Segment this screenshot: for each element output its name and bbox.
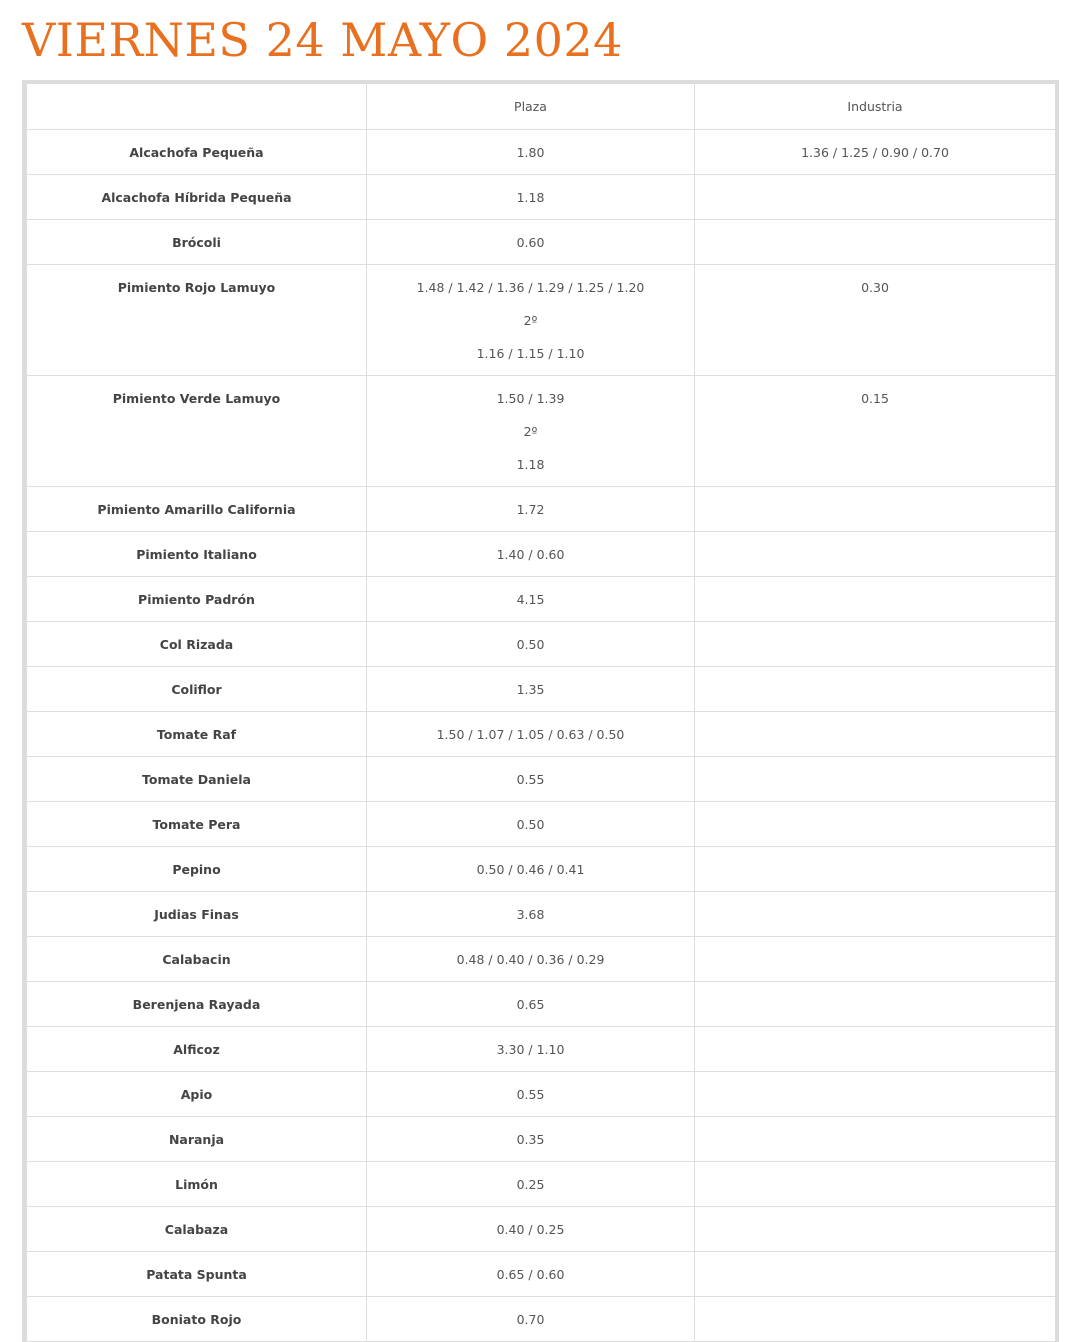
table-row bbox=[27, 1162, 1056, 1207]
plaza-price bbox=[367, 130, 695, 175]
header-product bbox=[27, 84, 367, 130]
plaza-price-line: 1.50 / 1.39 bbox=[496, 391, 565, 406]
industria-price bbox=[695, 892, 1056, 937]
table-row bbox=[27, 982, 1056, 1027]
plaza-price bbox=[367, 487, 695, 532]
plaza-price-line: 1.72 bbox=[516, 502, 545, 517]
plaza-price bbox=[367, 1252, 695, 1297]
product-name: Alficoz bbox=[27, 1027, 367, 1072]
table-row bbox=[27, 1207, 1056, 1252]
table-row bbox=[27, 847, 1056, 892]
plaza-price bbox=[367, 376, 695, 487]
industria-price bbox=[695, 532, 1056, 577]
table-row bbox=[27, 265, 1056, 376]
industria-price bbox=[695, 487, 1056, 532]
industria-price bbox=[695, 667, 1056, 712]
product-name: Pimiento Italiano bbox=[27, 532, 367, 577]
industria-price: 0.30 bbox=[695, 265, 1056, 376]
industria-price bbox=[695, 1117, 1056, 1162]
plaza-price-line: 1.16 / 1.15 / 1.10 bbox=[476, 346, 585, 361]
plaza-price-line: 0.25 bbox=[516, 1177, 545, 1192]
product-name: Pimiento Amarillo California bbox=[27, 487, 367, 532]
plaza-price-line: 1.35 bbox=[516, 682, 545, 697]
table-row bbox=[27, 130, 1056, 175]
plaza-price bbox=[367, 532, 695, 577]
industria-price: 1.36 / 1.25 / 0.90 / 0.70 bbox=[695, 130, 1056, 175]
industria-price bbox=[695, 1252, 1056, 1297]
plaza-price bbox=[367, 1117, 695, 1162]
industria-price bbox=[695, 847, 1056, 892]
plaza-price-line: 3.30 / 1.10 bbox=[496, 1042, 565, 1057]
table-row bbox=[27, 577, 1056, 622]
plaza-price-line: 0.40 / 0.25 bbox=[496, 1222, 565, 1237]
plaza-price bbox=[367, 1162, 695, 1207]
page-title: VIERNES 24 MAYO 2024 bbox=[22, 13, 623, 67]
plaza-price-line: 0.50 / 0.46 / 0.41 bbox=[476, 862, 585, 877]
product-name: Col Rizada bbox=[27, 622, 367, 667]
industria-price bbox=[695, 937, 1056, 982]
table-row bbox=[27, 1297, 1056, 1342]
price-table-container bbox=[22, 80, 1059, 1342]
plaza-price bbox=[367, 1027, 695, 1072]
industria-price bbox=[695, 982, 1056, 1027]
product-name: Tomate Daniela bbox=[27, 757, 367, 802]
product-name: Naranja bbox=[27, 1117, 367, 1162]
product-name: Calabaza bbox=[27, 1207, 367, 1252]
plaza-price bbox=[367, 622, 695, 667]
plaza-price-line: 0.50 bbox=[516, 817, 545, 832]
product-name: Tomate Pera bbox=[27, 802, 367, 847]
table-body bbox=[27, 130, 1056, 1342]
table-row bbox=[27, 1117, 1056, 1162]
plaza-price bbox=[367, 1207, 695, 1252]
plaza-price-line: 0.65 bbox=[516, 997, 545, 1012]
table-row bbox=[27, 1252, 1056, 1297]
industria-price bbox=[695, 220, 1056, 265]
plaza-price bbox=[367, 220, 695, 265]
industria-price bbox=[695, 802, 1056, 847]
plaza-price-line: 4.15 bbox=[516, 592, 545, 607]
industria-price bbox=[695, 622, 1056, 667]
plaza-price bbox=[367, 757, 695, 802]
table-row bbox=[27, 220, 1056, 265]
table-row bbox=[27, 1027, 1056, 1072]
industria-price bbox=[695, 712, 1056, 757]
plaza-price-line: 0.65 / 0.60 bbox=[496, 1267, 565, 1282]
product-name: Pimiento Padrón bbox=[27, 577, 367, 622]
table-row bbox=[27, 487, 1056, 532]
plaza-price bbox=[367, 667, 695, 712]
table-row bbox=[27, 937, 1056, 982]
plaza-price bbox=[367, 712, 695, 757]
table-row bbox=[27, 757, 1056, 802]
product-name: Patata Spunta bbox=[27, 1252, 367, 1297]
product-name: Berenjena Rayada bbox=[27, 982, 367, 1027]
industria-price bbox=[695, 1072, 1056, 1117]
table-row bbox=[27, 802, 1056, 847]
plaza-price-line: 1.50 / 1.07 / 1.05 / 0.63 / 0.50 bbox=[436, 727, 625, 742]
product-name: Alcachofa Pequeña bbox=[27, 130, 367, 175]
industria-price bbox=[695, 175, 1056, 220]
price-table bbox=[26, 83, 1056, 1342]
table-row bbox=[27, 622, 1056, 667]
industria-price: 0.15 bbox=[695, 376, 1056, 487]
industria-price bbox=[695, 1297, 1056, 1342]
plaza-price-line: 3.68 bbox=[516, 907, 545, 922]
plaza-price bbox=[367, 577, 695, 622]
product-name: Apio bbox=[27, 1072, 367, 1117]
product-name: Pepino bbox=[27, 847, 367, 892]
plaza-price-line: 0.50 bbox=[516, 637, 545, 652]
plaza-price bbox=[367, 265, 695, 376]
product-name: Tomate Raf bbox=[27, 712, 367, 757]
product-name: Limón bbox=[27, 1162, 367, 1207]
table-row bbox=[27, 376, 1056, 487]
plaza-price-line: 0.60 bbox=[516, 235, 545, 250]
table-row bbox=[27, 532, 1056, 577]
plaza-price bbox=[367, 982, 695, 1027]
plaza-price-line: 1.80 bbox=[516, 145, 545, 160]
table-row bbox=[27, 1072, 1056, 1117]
plaza-price bbox=[367, 847, 695, 892]
plaza-price-line: 0.48 / 0.40 / 0.36 / 0.29 bbox=[456, 952, 605, 967]
plaza-price-line: 1.40 / 0.60 bbox=[496, 547, 565, 562]
plaza-price bbox=[367, 1297, 695, 1342]
plaza-price-line: 2º bbox=[523, 424, 538, 439]
industria-price bbox=[695, 1207, 1056, 1252]
table-row bbox=[27, 892, 1056, 937]
plaza-price bbox=[367, 892, 695, 937]
industria-price bbox=[695, 577, 1056, 622]
plaza-price-line: 0.55 bbox=[516, 1087, 545, 1102]
table-row bbox=[27, 712, 1056, 757]
product-name: Pimiento Rojo Lamuyo bbox=[27, 265, 367, 376]
plaza-price-line: 0.35 bbox=[516, 1132, 545, 1147]
table-row bbox=[27, 667, 1056, 712]
industria-price bbox=[695, 1027, 1056, 1072]
product-name: Alcachofa Híbrida Pequeña bbox=[27, 175, 367, 220]
industria-price bbox=[695, 1162, 1056, 1207]
plaza-price-line: 2º bbox=[523, 313, 538, 328]
plaza-price bbox=[367, 802, 695, 847]
product-name: Calabacin bbox=[27, 937, 367, 982]
plaza-price bbox=[367, 937, 695, 982]
table-header-row bbox=[27, 84, 1056, 130]
product-name: Coliflor bbox=[27, 667, 367, 712]
product-name: Pimiento Verde Lamuyo bbox=[27, 376, 367, 487]
plaza-price-line: 1.18 bbox=[516, 190, 545, 205]
table-row bbox=[27, 175, 1056, 220]
industria-price bbox=[695, 757, 1056, 802]
plaza-price bbox=[367, 175, 695, 220]
plaza-price-line: 0.55 bbox=[516, 772, 545, 787]
product-name: Judias Finas bbox=[27, 892, 367, 937]
plaza-price-line: 1.18 bbox=[516, 457, 545, 472]
plaza-price-line: 1.48 / 1.42 / 1.36 / 1.29 / 1.25 / 1.20 bbox=[416, 280, 645, 295]
header-industria: Industria bbox=[695, 84, 1056, 130]
header-plaza: Plaza bbox=[367, 84, 695, 130]
product-name: Boniato Rojo bbox=[27, 1297, 367, 1342]
plaza-price bbox=[367, 1072, 695, 1117]
product-name: Brócoli bbox=[27, 220, 367, 265]
plaza-price-line: 0.70 bbox=[516, 1312, 545, 1327]
